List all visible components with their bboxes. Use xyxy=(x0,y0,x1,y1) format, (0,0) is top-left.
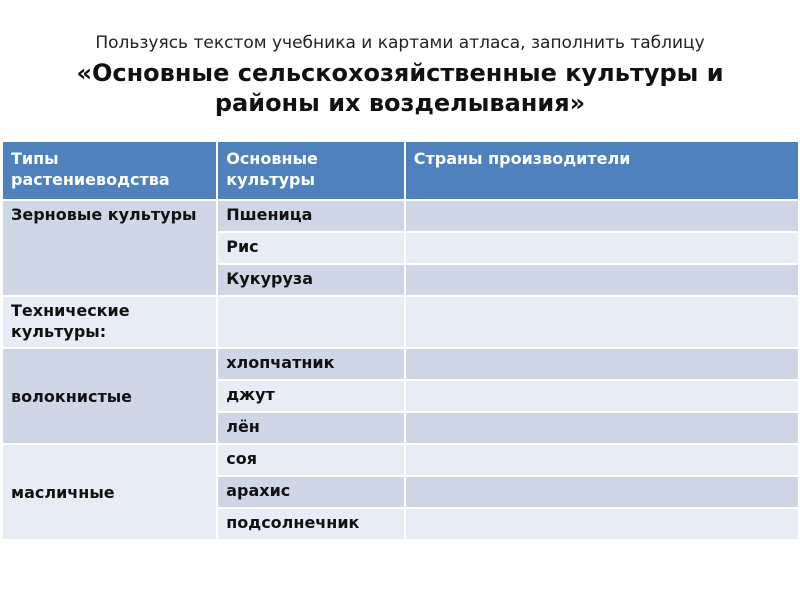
country-cell[interactable] xyxy=(405,232,799,264)
country-cell[interactable] xyxy=(405,348,799,380)
header-country: Страны производители xyxy=(405,141,799,200)
title-line-1: «Основные сельскохозяйственные культуры и xyxy=(76,59,724,87)
country-cell[interactable] xyxy=(405,412,799,444)
country-cell[interactable] xyxy=(405,200,799,232)
group-label-technical: Технические культуры: xyxy=(2,296,217,348)
header-crop: Основные культуры xyxy=(217,141,405,200)
crop-cell: Кукуруза xyxy=(217,264,405,296)
crop-cell: Рис xyxy=(217,232,405,264)
crops-table xyxy=(1,140,800,541)
country-cell[interactable] xyxy=(405,380,799,412)
group-label-fiber: волокнистые xyxy=(2,348,217,444)
group-label-grain: Зерновые культуры xyxy=(2,200,217,296)
table-row xyxy=(2,348,799,380)
crop-cell: хлопчатник xyxy=(217,348,405,380)
crop-cell: лён xyxy=(217,412,405,444)
country-cell[interactable] xyxy=(405,296,799,348)
title-line-2: районы их возделывания» xyxy=(214,89,586,117)
crop-cell: подсолнечник xyxy=(217,508,405,540)
header-row xyxy=(2,141,799,200)
table-row xyxy=(2,444,799,476)
country-cell[interactable] xyxy=(405,508,799,540)
table-row xyxy=(2,296,799,348)
country-cell[interactable] xyxy=(405,264,799,296)
country-cell[interactable] xyxy=(405,476,799,508)
slide-subtitle: Пользуясь текстом учебника и картами атласа, заполнить таблицу xyxy=(95,33,705,53)
table-row xyxy=(2,200,799,232)
header-type: Типы растениеводства xyxy=(2,141,217,200)
crop-cell xyxy=(217,296,405,348)
group-label-oil: масличные xyxy=(2,444,217,540)
crop-cell: соя xyxy=(217,444,405,476)
crop-cell: Пшеница xyxy=(217,200,405,232)
crop-cell: арахис xyxy=(217,476,405,508)
slide-title xyxy=(0,58,800,118)
country-cell[interactable] xyxy=(405,444,799,476)
crop-cell: джут xyxy=(217,380,405,412)
